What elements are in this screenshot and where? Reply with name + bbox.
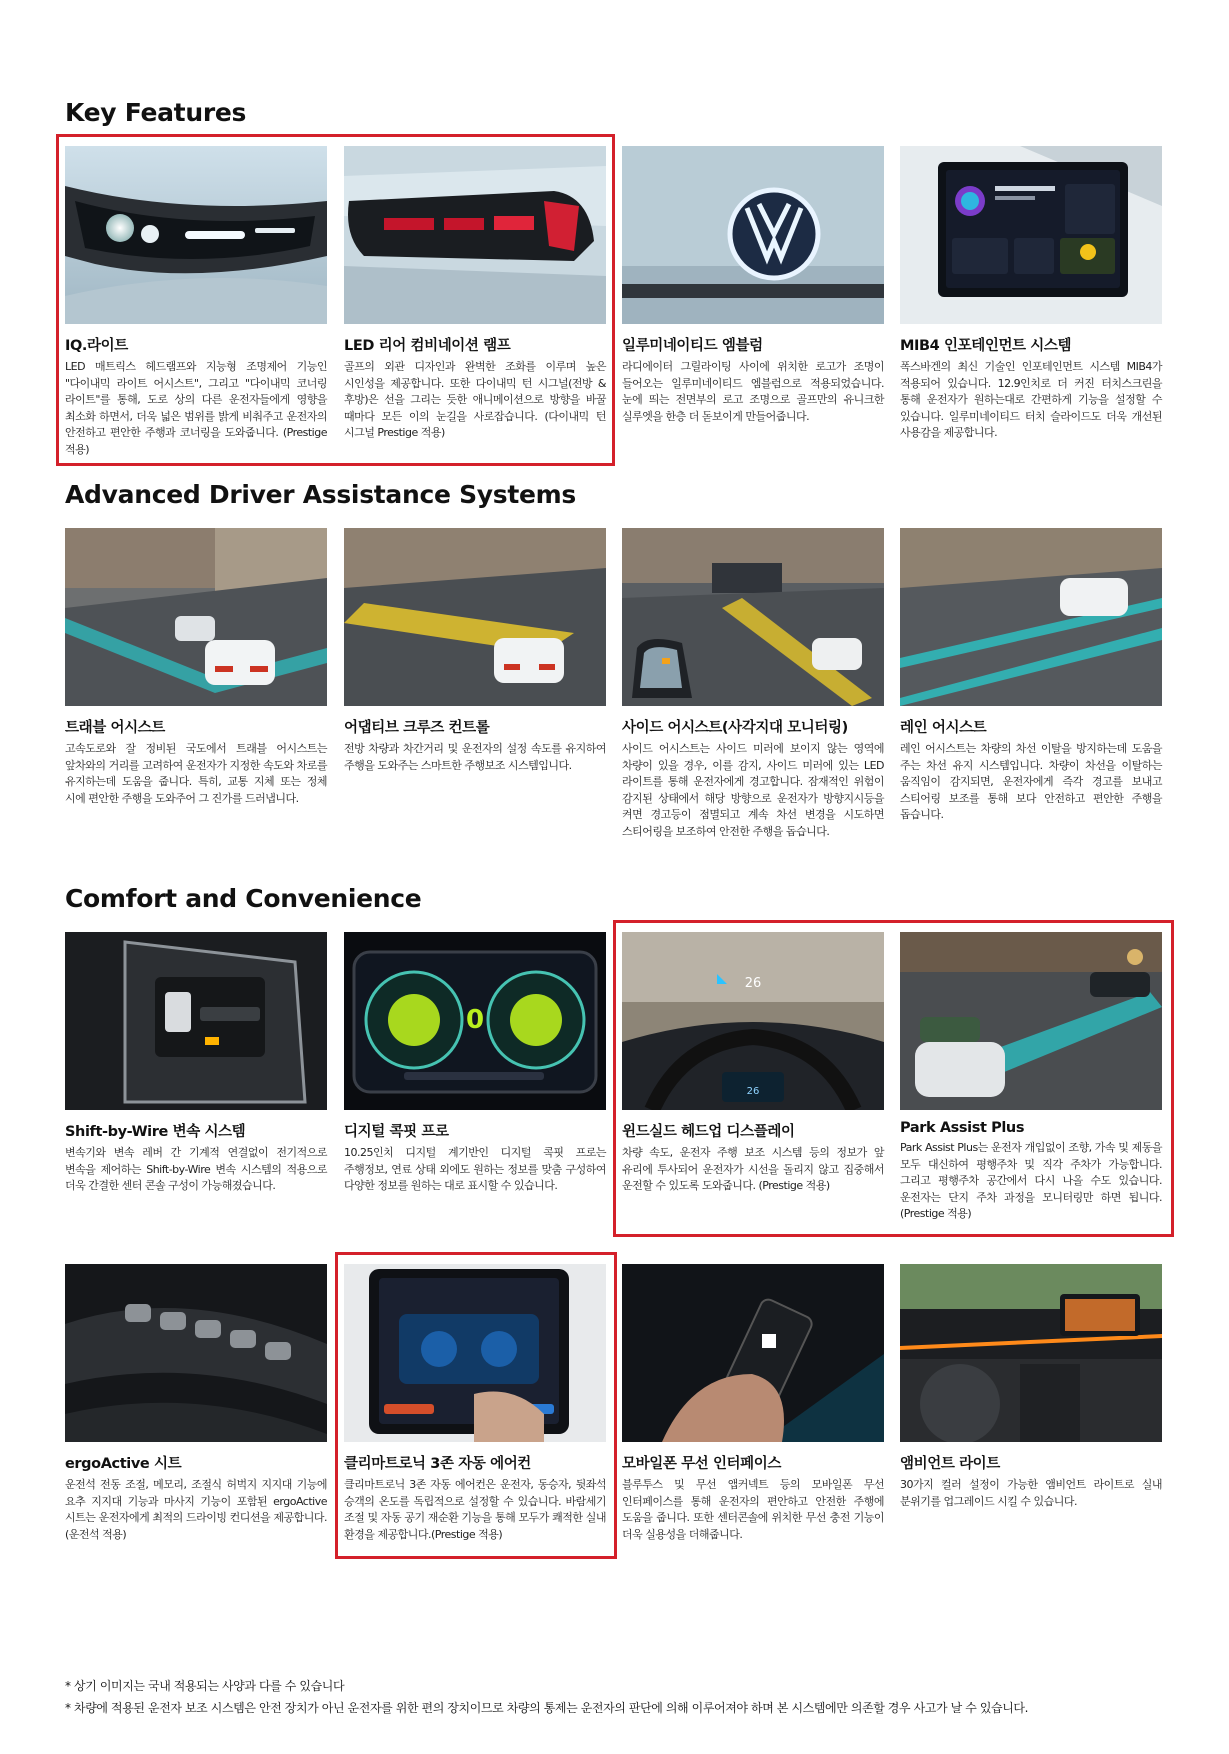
feature-card-wireless <box>622 1264 884 1543</box>
feature-card-digital-cockpit <box>344 932 606 1195</box>
feature-card-lane-assist <box>900 528 1162 824</box>
highlight-frame-hud-park-assist <box>613 920 1174 1237</box>
feature-card-ergoactive <box>65 1264 327 1543</box>
feature-description: 변속기와 변속 레버 간 기계적 연결없이 전기적으로 변속을 제어하는 Shift-by-Wire 변속 시스템의 적용으로 더욱 간결한 센터 콘솔 구성이 가능해졌습니다. <box>65 1146 327 1192</box>
feature-card-mib4 <box>900 146 1162 442</box>
feature-title: 앰비언트 라이트 <box>900 1456 1000 1472</box>
feature-description: 전방 차량과 차간거리 및 운전자의 설정 속도를 유지하여 주행을 도와주는 스마트한 주행보조 시스템입니다. <box>344 742 606 772</box>
cockpit-readout: 0 <box>465 1005 485 1035</box>
feature-title: LED 리어 컴비네이션 램프 <box>344 338 511 354</box>
emblem-image <box>622 146 884 324</box>
highlight-frame-climatronic <box>335 1252 617 1559</box>
footnote: * 차량에 적용된 운전자 보조 시스템은 안전 장치가 아닌 운전자를 위한 편의 장치이므로 차량의 통제는 운전자의 판단에 의해 이루어져야 하며 본 시스템에만 의존할 경우 사고가 날 수 있습니다. <box>65 1701 1028 1715</box>
feature-card-travel-assist <box>65 528 327 807</box>
feature-title: 일루미네이티드 엠블럼 <box>622 338 763 354</box>
feature-description: 레인 어시스트는 차량의 차선 이탈을 방지하는데 도움을 주는 차선 유지 시스템입니다. 차량이 차선을 이탈하는 움직임이 감지되면, 운전자에게 즉각 경고를 보내고 스티어링 보조를 통해 보다 안전하고 편안한 주행을 돕습니다. <box>900 742 1162 821</box>
feature-description: 사이드 어시스트는 사이드 미러에 보이지 않는 영역에 차량이 있을 경우, 이를 감지, 사이드 미러에 있는 LED 라이트를 통해 운전자에게 경고합니다. 잠재적인 위험이 감지된 상태에서 해당 방향으로 운전자가 방향지시등을 켜면 경고등이 점멸되고 계속 차선 변경을 시도하면 스티어링을 보조하여 안전한 주행을 돕습니다. <box>622 742 884 838</box>
section-title-adas: Advanced Driver Assistance Systems <box>65 480 576 509</box>
ambient-light-image <box>900 1264 1162 1442</box>
acc-image <box>344 528 606 706</box>
feature-description: 골프의 외관 디자인과 완벽한 조화를 이루며 높은 시인성을 제공합니다. 또한 다이내믹 턴 시그널(전방 & 후방)은 선을 그리는 듯한 애니메이션으로 방향을 바꿀 때마다 모든 이의 눈길을 사로잡습니다. (다이내믹 턴 시그널 Prestige 적용) <box>344 360 606 439</box>
feature-title: 트래블 어시스트 <box>65 720 165 736</box>
section-title-comfort: Comfort and Convenience <box>65 884 422 913</box>
feature-title: IQ.라이트 <box>65 338 128 354</box>
feature-card-shift-by-wire <box>65 932 327 1195</box>
feature-card-side-assist <box>622 528 884 840</box>
feature-description: 폭스바겐의 최신 기술인 인포테인먼트 시스템 MIB4가 적용되어 있습니다. 12.9인치로 더 커진 터치스크린을 통해 운전자가 원하는대로 간편하게 기능을 설정할 수 있습니다. 일루미네이티드 터치 슬라이드도 더욱 개선된 사용감을 제공합니다. <box>900 360 1162 439</box>
footnote: * 상기 이미지는 국내 적용되는 사양과 다를 수 있습니다 <box>65 1679 345 1693</box>
feature-description: Park Assist Plus는 운전자 개입없이 조향, 가속 및 제동을 모두 대신하여 평행주차 및 직각 주차가 가능합니다. 그리고 평행주차 공간에서 다시 나올 수도 있습니다. 운전자는 단지 주차 과정을 모니터링만 하면 됩니다. (Prestige 적용) <box>900 1141 1162 1220</box>
feature-title: Park Assist Plus <box>900 1120 1025 1136</box>
travel-assist-image <box>65 528 327 706</box>
feature-title: MIB4 인포테인먼트 시스템 <box>900 338 1072 354</box>
feature-description: 30가지 컬러 설정이 가능한 앰비언트 라이트로 실내 분위기를 업그레이드 시킬 수 있습니다. <box>900 1478 1162 1508</box>
wireless-charging-image <box>622 1264 884 1442</box>
feature-title: 모바일폰 무선 인터페이스 <box>622 1456 781 1472</box>
feature-description: 고속도로와 잘 정비된 국도에서 트래블 어시스트는 앞차와의 거리를 고려하여 운전자가 지정한 속도와 차로를 유지하는데 도움을 줍니다. 특히, 교통 지체 또는 정체 시에 편안한 주행을 도와주어 그 진가를 드러냅니다. <box>65 742 327 805</box>
feature-card-acc <box>344 528 606 774</box>
lane-assist-image <box>900 528 1162 706</box>
hud-speed: 26 <box>744 976 762 991</box>
feature-title: 사이드 어시스트(사각지대 모니터링) <box>622 720 848 736</box>
feature-description: 라디에이터 그릴라이팅 사이에 위치한 로고가 조명이 들어오는 일루미네이티드 엠블럼으로 적용되었습니다. 눈에 띄는 전면부의 로고 조명으로 골프만의 유니크한 실루엣을 한층 더 돋보이게 만들어줍니다. <box>622 360 884 423</box>
wireless-charging-icon <box>762 1334 776 1348</box>
feature-description: 클리마트로닉 3존 자동 에어컨은 운전자, 동승자, 뒷좌석 승객의 온도를 독립적으로 설정할 수 있습니다. 바람세기 조절 및 자동 공기 재순환 기능을 통해 모두가 쾌적한 실내 환경을 제공합니다.(Prestige 적용) <box>344 1478 606 1541</box>
feature-description: 차량 속도, 운전자 주행 보조 시스템 등의 정보가 앞 유리에 투사되어 운전자가 시선을 돌리지 않고 집중해서 운전할 수 있도록 도와줍니다. (Prestige 적용) <box>622 1146 884 1192</box>
seat-controls-image <box>65 1264 327 1442</box>
shifter-image <box>65 932 327 1110</box>
feature-card-ambient <box>900 1264 1162 1510</box>
footnotes <box>65 1675 1028 1719</box>
highlight-frame-key-features <box>56 134 615 466</box>
infotainment-image <box>900 146 1162 324</box>
feature-description: 운전석 전동 조절, 메모리, 조절식 허벅지 지지대 기능에 요추 지지대 기능과 마사지 기능이 포함된 ergoActive 시트는 운전자에게 최적의 드라이빙 컨디션을 제공합니다. (운전석 적용) <box>65 1478 327 1541</box>
feature-title: 클리마트로닉 3존 자동 에어컨 <box>344 1456 531 1472</box>
feature-title: 윈드실드 헤드업 디스플레이 <box>622 1124 795 1140</box>
feature-description: 10.25인치 디지털 계기반인 디지털 콕핏 프로는 주행정보, 연료 상태 외에도 원하는 정보를 맞춤 구성하여 다양한 정보를 원하는 대로 표시할 수 있습니다. <box>344 1146 606 1192</box>
feature-title: 어댑티브 크루즈 컨트롤 <box>344 720 490 736</box>
hud-cluster-speed: 26 <box>746 1086 760 1097</box>
feature-title: ergoActive 시트 <box>65 1456 182 1472</box>
feature-title: 레인 어시스트 <box>900 720 987 736</box>
cockpit-image <box>344 932 606 1110</box>
side-assist-image <box>622 528 884 706</box>
feature-card-emblem <box>622 146 884 425</box>
section-title-key-features: Key Features <box>65 98 247 127</box>
feature-description: 블루투스 및 무선 앱커넥트 등의 모바일폰 무선 인터페이스를 통해 운전자의 편안하고 안전한 주행에 도움을 줍니다. 또한 센터콘솔에 위치한 무선 충전 기능이 더욱 실용성을 더해줍니다. <box>622 1478 884 1541</box>
feature-title: 디지털 콕핏 프로 <box>344 1124 449 1140</box>
feature-title: Shift-by-Wire 변속 시스템 <box>65 1124 246 1140</box>
feature-description: LED 매트릭스 헤드램프와 지능형 조명제어 기능인 "다이내믹 라이트 어시스트", 그리고 "다이내믹 코너링 라이트"를 통해, 도로 상의 다른 운전자들에게 영향을 최소화 하면서, 더욱 넓은 범위를 밝게 비춰주고 운전자의 안전하고 편안한 주행과 코너링을 도와줍니다. (Prestige 적용) <box>65 360 327 456</box>
